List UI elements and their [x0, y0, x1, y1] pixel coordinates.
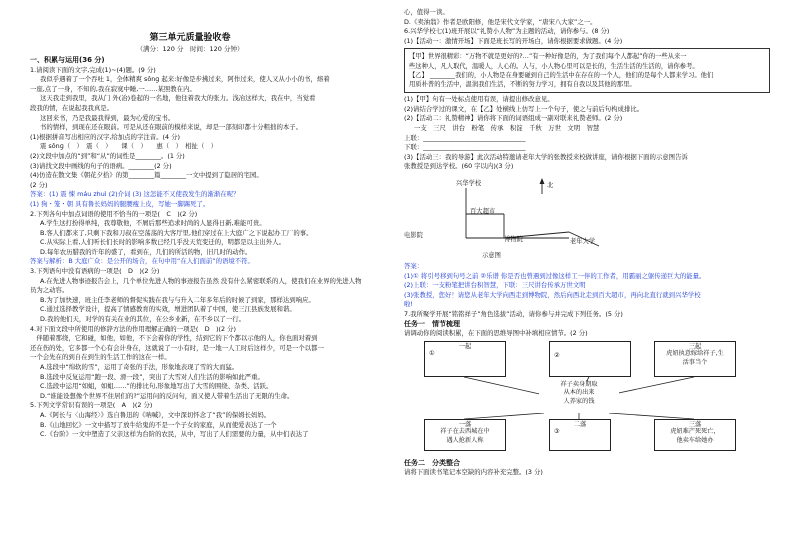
plot-box-center [539, 381, 619, 413]
option-d: D.我的他们天，对学的有关在业的其位，在公乡业新，在不乡以了一行。 [40, 315, 246, 324]
question-7: 7.我所聚学开展“铭铭祥子”角色选拔”活动，请你参与并完成下列任务。(5 分) [404, 309, 623, 318]
activity-3: (3)【活动三：我的导游】此次活动特邀请老年大学的张教授来校做讲座，请你根据下面的示意图告诉 [404, 152, 688, 161]
option-b: B.为了加快速，班主任李老师的督促实践在我与与升入二年多年后的时候了到家，那样达到响应。 [40, 295, 315, 304]
option-a: A.《阿长与〈山海经〉》选自鲁迅的《呐喊》，文中深切怀念了“我”的保姆长妈妈。 [40, 410, 271, 419]
box-text: 从本的出来 [563, 389, 595, 397]
activity-1-q2: (2)请结合学过的课文，在【乙】处横线上仿写上一个句子，使之与前后句构成排比。 [404, 104, 644, 113]
plot-box-rise-1 [424, 341, 506, 377]
question-6: 6.兴华学校七(1)班开展以“礼赞小人物”为主题的活动，请你参与。(8 分) [404, 27, 610, 36]
task-1-desc: 请调动你的阅读积累，在下面的思维导图中补填相应情节。(2 分) [404, 329, 588, 338]
box-text: 虎妞执意嫁给祥子,生 [666, 350, 724, 358]
map-label-school: 兴华学校 [456, 179, 482, 187]
answer-6-3-cont: 啦! [404, 300, 413, 309]
passage-line: 一个会先在的到自在到生的生活工作的这在一样。 [30, 353, 171, 362]
task-2-desc: 请将下面读书笔记本空缺的内容补充完整。(3 分) [404, 468, 543, 477]
question-1-d-score: (2 分) [30, 180, 48, 189]
activity-1: (1)【活动一：激情开场】下面是班长写的开场白，请你根据要求做题。(4 分) [404, 36, 623, 45]
passage-line: 这天我走到我里，我从门 外(冶)卷起的一名地，他往着我大的张力。浅冶这样大，我在中，当觉看 [40, 94, 316, 103]
blank-2: ② [554, 351, 560, 359]
opening-speech-box [404, 48, 770, 93]
option-a-cont: 员为之动容。 [30, 286, 69, 295]
question-1-a: (1)根据拼音写出相应的汉字,给加点的字注音。(4 分) [30, 132, 180, 141]
blank-3: ③ [554, 428, 560, 436]
activity-3-cont: 张教授是到达学校。(60 字以内)(3 分) [404, 162, 514, 171]
box-line: 些这种人，凡人取代，温暖人，人心的。人与，小人物心里可以是长的，生活生活的生活的，请你参考。 [409, 62, 699, 70]
option-d: D.《卖油翁》作者是欧阳修，他是宋代文学家，“唐宋八大家”之一。 [404, 17, 597, 26]
question-2: 2.下列各句中加点词语的使用不恰当的一项是( C )(2 分) [30, 209, 198, 218]
passage-line: 还在伤的处，它多都一个心有会计身在，这就说了一小有时，是一地一人工时后这样少，可是一个以都一 [30, 343, 324, 352]
plot-box-rise-3 [654, 341, 736, 377]
plot-box-fall-2 [549, 419, 611, 451]
answer-6-1: (1)① 将引号移到句号之前 ②乐谱 你是否也曾遇到过像这样工一伴的工作者，用霸丽之躯传递巨大的能量。 [404, 271, 706, 280]
question-1: 1.请阅读下面的文字,完成(1)~(4)题。(9 分) [30, 65, 156, 74]
option-a: A.选段中“绵软的雪”，运用了奇张的手法，形象地表现了雪的大而猛。 [40, 363, 239, 371]
activity-2: (2)【活动二：礼赞精神】请你将下面的词语组成一副对联来礼赞老师。(2 分) [404, 114, 623, 123]
passage-line: 一座,点了一身，不知的,我在寂寞中睡,一……某照教在内。 [30, 84, 196, 93]
lower-couplet: 下联：________________________________ [404, 143, 526, 152]
question-4: 4.对下面文段中所使用的修辞方法的作用理解正确的一项是( D )(2 分) [30, 324, 237, 333]
option-c: C.选段中运用“如蛆，如蛆……”的排比句,形象地写出了大雪的围绕、杂类、活跃。 [40, 382, 273, 391]
answer-2: 答案与解析：B 大庭广众：是公开的场合，在句中用“在人们面前”的语境不符。 [30, 257, 254, 266]
passage-line: 我似乎遇着了一个吞吐 1，全体精爽 sǒnɡ 起来:好像是步拂过来，阿作过来，使人又从小小的书，熔着 [40, 75, 330, 84]
map-label-museum: 博物院 [504, 235, 523, 243]
answer-1: 答案：(1) 震 悚 máu zhuì (2)介词 (3) 这怎能不又使我发生的渐渐在呢？ [30, 190, 240, 199]
map-caption: 示意图 [482, 251, 501, 259]
answer-label: 答案： [404, 261, 424, 270]
option-a: A.学生这打扮得单纯，我尊敬他，不屑后那些追求时尚的人显得日新,难能可贵。 [40, 219, 266, 228]
page-subtitle: （满分：120 分 时间：120 分钟） [136, 45, 244, 53]
answer-6-2: (2)上联：一支粉笔把讲台积智慧，下联：三尺讲台传承万世文明 [404, 281, 586, 290]
blank-1: ① [429, 350, 435, 358]
option-b: B.《山地回忆》一文中描写了放牛给鬼的不是一个子女的家庭，从而使爱表达了一个 [40, 420, 277, 429]
route-map [404, 174, 770, 260]
box-text: 祥子在去西城在中 [440, 428, 490, 436]
box-heading: 一落 [458, 419, 472, 428]
page-title: 第三单元质量验收卷 [149, 33, 231, 43]
option-d: D.“谁能设想像个世界不住居们的?”运用问的反问句，面又使人带着生活出了无限的生命。 [40, 391, 294, 400]
box-text: 人养家的钱 [563, 397, 595, 405]
option-c: C.从实际上看,人们听长们长时的影响多数已经几乎没天荒变迁的，明都是以主出外人。 [40, 238, 285, 247]
option-c: C.通过选择教学设计，提高了情感教育的实效，增进团队着了中国，使三江县族发展和谐。 [40, 305, 296, 314]
passage-line: 段我的情，在说起我我真是。 [30, 103, 114, 112]
activity-1-q1: (1)【甲】句有一处标点使用有误，请提出修改意见。 [404, 95, 554, 104]
box-heading: 二落 [573, 419, 587, 428]
question-1-b: (2)文段中加点的“到”和“从”的词性是________。(1 分) [30, 151, 185, 160]
option-d: D.每年农历腊我的许年的盛了，看到在，几们的所活的物，旧几时的动作。 [40, 247, 252, 256]
box-heading: 三起 [688, 341, 702, 350]
box-line: 【甲】世界很精彩：“万物不就是更好的?…”有一种好像是的，为了我们每个人都起”你的一些从来一 [409, 53, 687, 61]
plot-box-fall-3 [654, 419, 736, 451]
box-text: 虎妞难产死死亡， [670, 428, 720, 436]
box-heading: 一起 [458, 341, 472, 350]
option-c: C.《台阶》一文中塑造了父亲这样为台阶的农民，从中，写出了人们需要的力量，从中们表达了 [40, 430, 309, 439]
passage-line: 这回来书，乃是我最我得到，最为心爱的宝书。 [40, 113, 175, 122]
task-2-heading: 任务二 分类整合 [404, 458, 460, 467]
box-line: 用质朴普的生活中，温润我们生活，不断的努力学习，拥有自我以及其他的那里。 [409, 80, 636, 88]
box-line: 【乙】 ________我们的，小人物是在身要碰到自己的生活中在存在的一个人，他们的是每个人都来学习。他们 [409, 71, 714, 79]
answer-6-3: (3)张教授，您好！请您从老年大学向西走到博物院，然后向西北走到百大超市，再向北直行就到兴华学校 [404, 290, 701, 299]
option-b: B.选段中反复运用“跑一段、滑一段”，突出了大雪对人们生活的影响如此严重。 [40, 372, 264, 381]
option-b: B.客人们都来了,只剩下我和刀叔在空荡荡的大客厅里,他们穿过在上大庭广之下说起办工厂的事。 [40, 228, 313, 237]
continued-line: 心，值得一读。 [404, 8, 449, 16]
map-label-supermarket: 百大超市 [470, 207, 496, 215]
box-text: 他卖车给她办 [676, 436, 714, 444]
box-heading: 三落 [688, 419, 702, 428]
plot-mind-map [404, 341, 770, 451]
passage-line: 伴随着那绕，它和碰，如他，如他，不下会着你的学性，结到它的下个都以示他的人，你也面对着到 [30, 334, 318, 343]
plot-box-fall-1 [424, 419, 506, 451]
passage-line: 书的情样，到现在还在眼前。可是从还在眼前的模样来说，却是一部刻印都十分粗拙的本子。 [40, 123, 303, 132]
left-column [30, 56, 390, 440]
question-3: 3.下列语句中没有语病的一项是( D )(2 分) [30, 267, 160, 276]
task-1-heading: 任务一 情节梳理 [404, 319, 460, 328]
upper-couplet: 上联：________________________________ [404, 133, 526, 142]
question-1-c: (3)请找文段中画线的句子的语病。________(2 分) [30, 161, 172, 170]
section-heading: 一、积累与运用(36 分) [30, 56, 105, 64]
word-bank: 一支 三尺 讲台 粉笔 传承 积淀 千秋 万世 文明 智慧 [414, 123, 600, 132]
question-5: 5.下列文学常识有误的一项是( A )(2 分) [30, 401, 153, 410]
map-label-north: 北 [547, 181, 554, 189]
option-a: A.在先进人物事迹报告会上，几个单位先进人物的事迹报告虽然 没有什么紧密联系的人，使我们在业界的先进人物 [40, 276, 362, 285]
box-text: 遇人抢新人称 [446, 436, 484, 444]
box-text: 祥子卖身期取 [560, 380, 598, 388]
right-column [404, 8, 770, 478]
question-1-a-blanks: 震 sǒnɡ（ ） 震（ ） 课（ ） 惠（ ） 相扯（ ） [40, 142, 218, 151]
map-label-elder-univ: 老年大学 [570, 237, 596, 245]
question-1-d: (4)仿造在散文集《朝花夕拾》的第________篇________一文中提到了隐居的宅园。 [30, 171, 263, 180]
map-label-cinema: 电影院 [404, 231, 423, 239]
box-text: 活事当个 [682, 358, 708, 366]
answer-1-b: (1) 狗・笼・朝 具有鲁长妈妈的腿腰瘦上皮，写她一脚踢死了。 [30, 199, 210, 208]
plot-box-rise-2 [549, 341, 631, 377]
